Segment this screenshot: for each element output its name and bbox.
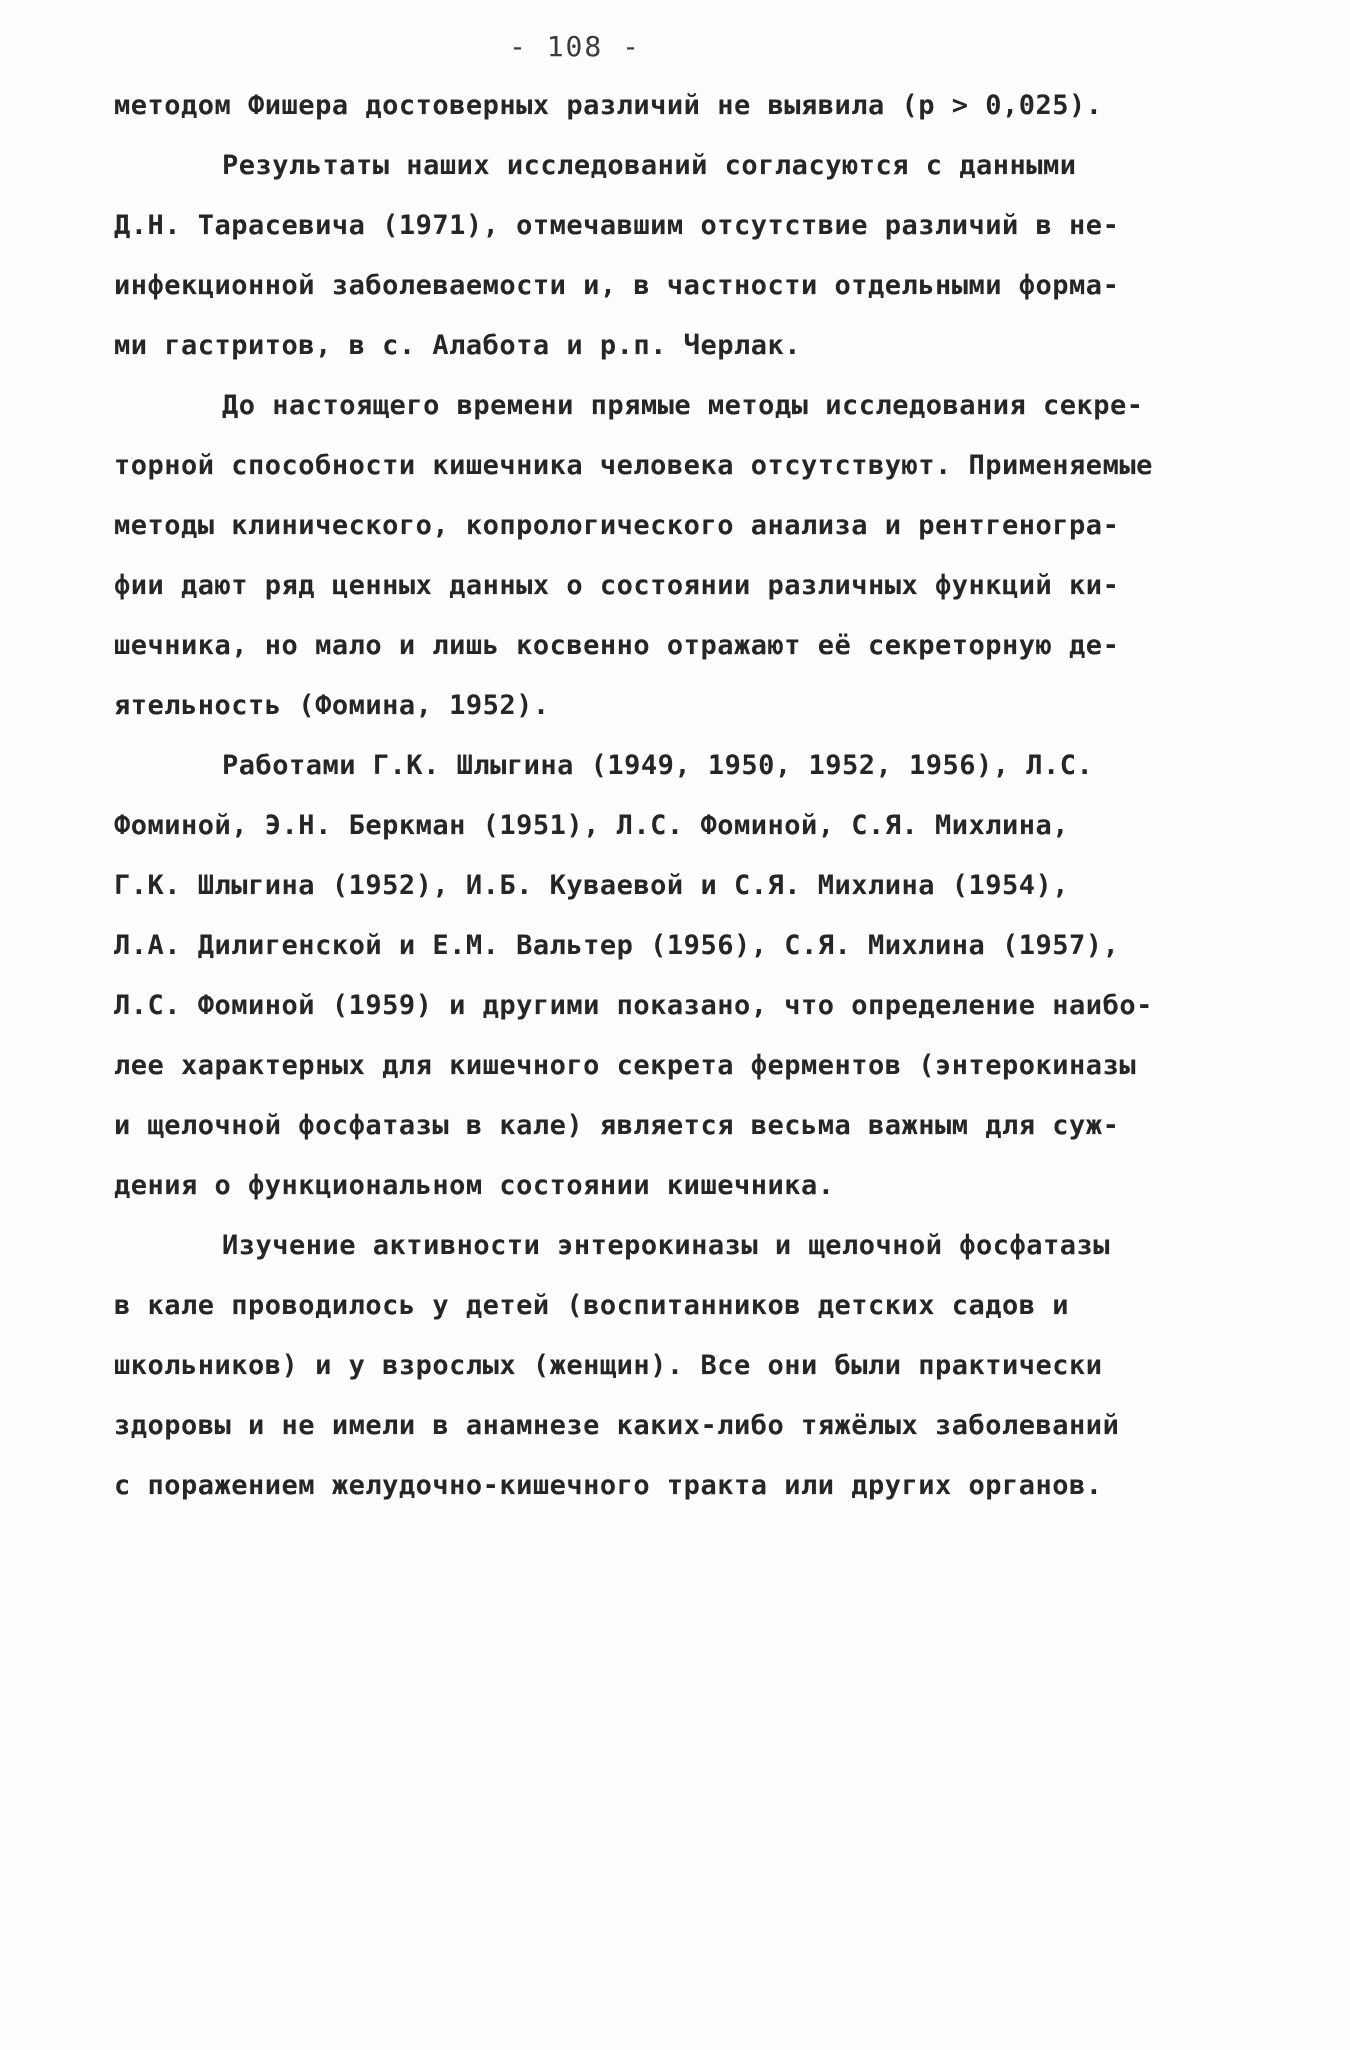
text-line: и щелочной фосфатазы в кале) является весьма важным для суж- <box>114 1110 1120 1141</box>
text-line: с поражением желудочно-кишечного тракта или других органов. <box>114 1470 1103 1501</box>
text-line: методом Фишера достоверных различий не выявила (р > 0,025). <box>114 90 1103 121</box>
text-line: Г.К. Шлыгина (1952), И.Б. Куваевой и С.Я. Михлина (1954), <box>114 870 1070 901</box>
text-line: Фоминой, Э.Н. Беркман (1951), Л.С. Фоминой, С.Я. Михлина, <box>114 810 1070 841</box>
text-line: До настоящего времени прямые методы исследования секре- <box>222 390 1144 421</box>
body-text <box>114 76 1244 1516</box>
text-line: Работами Г.К. Шлыгина (1949, 1950, 1952, 1956), Л.С. <box>222 750 1094 781</box>
text-line: лее характерных для кишечного секрета ферментов (энтерокиназы <box>114 1050 1137 1081</box>
text-line: Л.А. Дилигенской и Е.М. Вальтер (1956), С.Я. Михлина (1957), <box>114 930 1120 961</box>
text-line: торной способности кишечника человека отсутствуют. Применяемые <box>114 450 1153 481</box>
text-line: Д.Н. Тарасевича (1971), отмечавшим отсутствие различий в не- <box>114 210 1120 241</box>
text-line: методы клинического, копрологического анализа и рентгеногра- <box>114 510 1120 541</box>
text-line: здоровы и не имели в анамнезе каких-либо тяжёлых заболеваний <box>114 1410 1120 1441</box>
text-line: ми гастритов, в с. Алабота и р.п. Черлак. <box>114 330 801 361</box>
text-line: инфекционной заболеваемости и, в частности отдельными форма- <box>114 270 1120 301</box>
text-line: фии дают ряд ценных данных о состоянии различных функций ки- <box>114 570 1120 601</box>
text-line: дения о функциональном состоянии кишечника. <box>114 1170 835 1201</box>
text-line: в кале проводилось у детей (воспитанников детских садов и <box>114 1290 1070 1321</box>
text-line: Изучение активности энтерокиназы и щелочной фосфатазы <box>222 1230 1111 1261</box>
page-number: - 108 - <box>508 30 641 63</box>
text-line: школьников) и у взрослых (женщин). Все они были практически <box>114 1350 1103 1381</box>
text-line: шечника, но мало и лишь косвенно отражают её секреторную де- <box>114 630 1120 661</box>
text-line: Л.С. Фоминой (1959) и другими показано, что определение наибо- <box>114 990 1153 1021</box>
text-line: Результаты наших исследований согласуются с данными <box>222 150 1077 181</box>
text-line: ятельность (Фомина, 1952). <box>114 690 550 721</box>
